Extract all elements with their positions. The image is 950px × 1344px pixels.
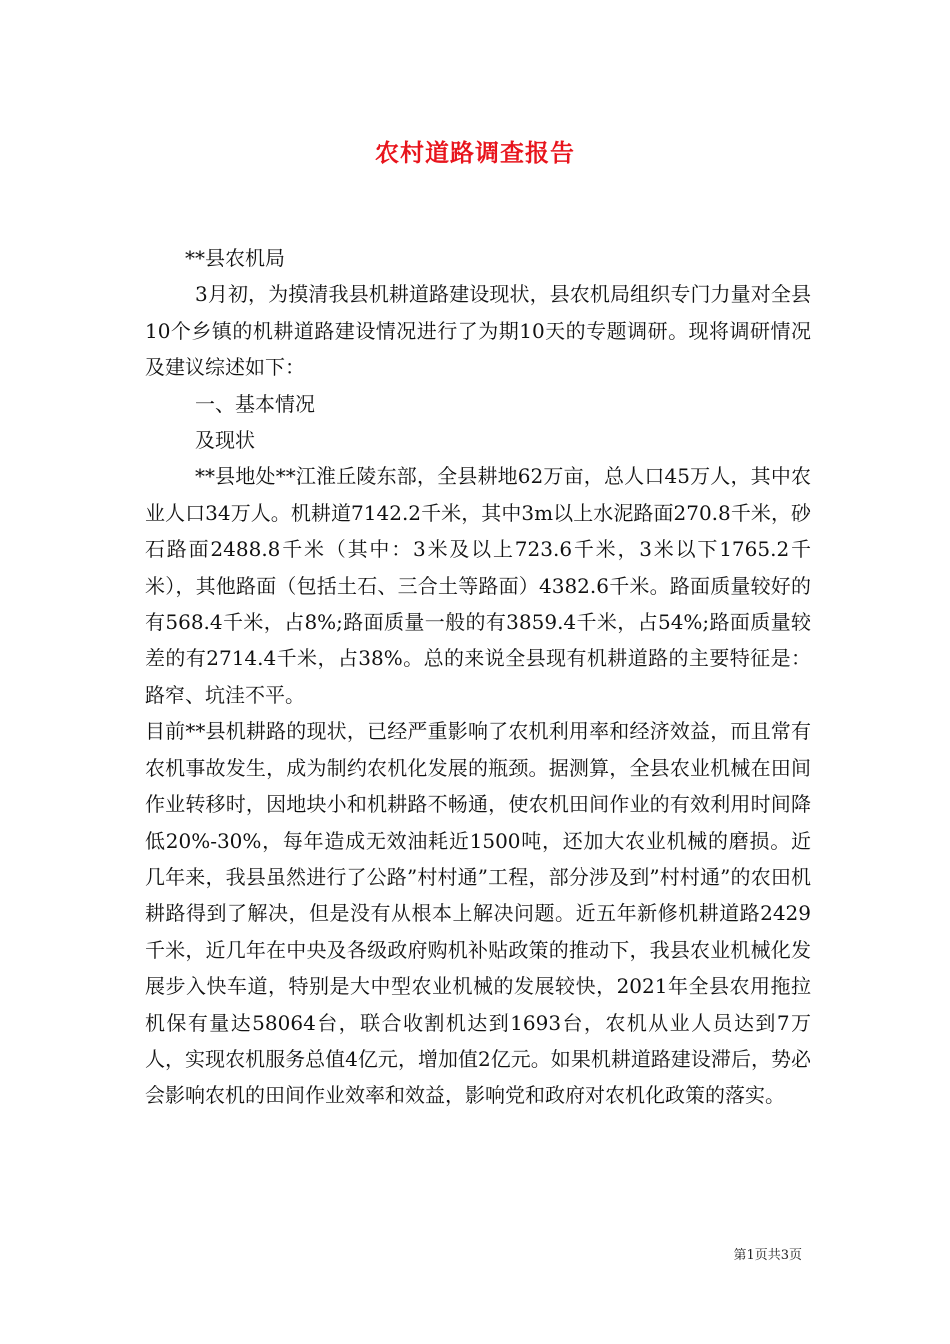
page-number: 第1页共3页 [733, 1248, 802, 1263]
author-line: **县农机局 [185, 246, 285, 270]
paragraph-intro: 3月初，为摸清我县机耕道路建设现状，县农机局组织专门力量对全县10个乡镇的机耕道路建设情况进行了为期10天的专题调研。现将调研情况及建议综述如下： [145, 282, 811, 380]
section-heading-continuation: 及现状 [195, 428, 255, 453]
document-body [145, 240, 811, 1114]
document-title: 农村道路调查报告 [375, 138, 575, 167]
section-heading: 一、基本情况 [195, 391, 315, 416]
paragraph-basic-situation: **县地处**江淮丘陵东部，全县耕地62万亩，总人口45万人，其中农业人口34万人。机耕道7142.2千米，其中3m以上水泥路面270.8千米，砂石路面2488.8千米（其中：3米及以上723.6千米，3米以下1765.2千米），其他路面（包括土石、三合土等路面）4382.6千米。路面质量较好的有568.4千米，占8%;路面质量一般的有3859.4千米，占54%;路面质量较差的有2714.4千米，占38%。总的来说全县现有机耕道路的主要特征是：路窄、坑洼不平。 [145, 464, 811, 707]
paragraph-current-status: 目前**县机耕路的现状，已经严重影响了农机利用率和经济效益，而且常有农机事故发生，成为制约农机化发展的瓶颈。据测算，全县农业机械在田间作业转移时，因地块小和机耕路不畅通，使农机田间作业的有效利用时间降低20%-30%，每年造成无效油耗近1500吨，还加大农业机械的磨损。近几年来，我县虽然进行了公路”村村通”工程，部分涉及到”村村通”的农田机耕路得到了解决，但是没有从根本上解决问题。近五年新修机耕道路2429千米，近几年在中央及各级政府购机补贴政策的推动下，我县农业机械化发展步入快车道，特别是大中型农业机械的发展较快，2021年全县农用拖拉机保有量达58064台，联合收割机达到1693台，农机从业人员达到7万人，实现农机服务总值4亿元，增加值2亿元。如果机耕道路建设滞后，势必会影响农机的田间作业效率和效益，影响党和政府对农机化政策的落实。 [145, 719, 811, 1108]
